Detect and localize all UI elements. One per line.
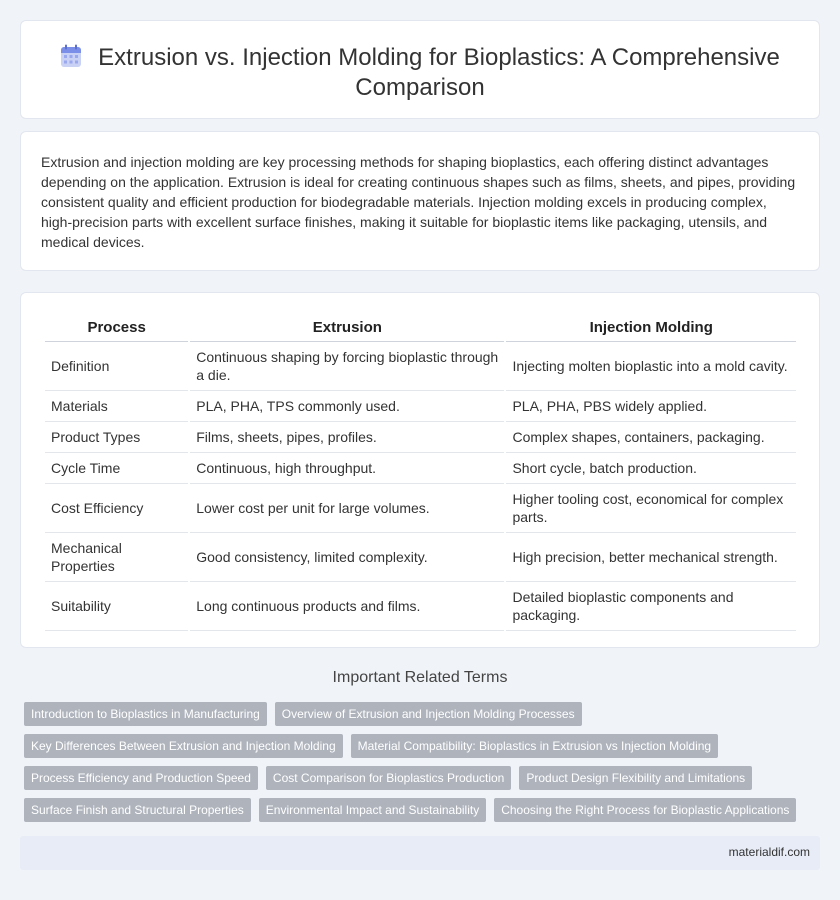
intro-paragraph: Extrusion and injection molding are key processing methods for shaping bioplastics, each offering distinct advantages depending on the application. Extrusion is ideal for creating continuous shapes such as films, sheets, and pipes, providing consistent quality and efficient production for biodegradable materials. Injection molding excels in producing complex, high-precision parts with excellent surface finishes, making it suitable for bioplastic items like packaging, utensils, and medical devices. [41,154,796,250]
table-row [45,453,796,484]
extrusion-cell: Continuous shaping by forcing bioplastic through a die. [190,342,504,391]
intro-card [20,131,820,271]
comparison-table [43,313,798,631]
related-term-tag[interactable]: Product Design Flexibility and Limitations [519,766,752,790]
related-term-tag[interactable]: Key Differences Between Extrusion and Injection Molding [24,734,343,758]
injection-cell: Injecting molten bioplastic into a mold cavity. [506,342,796,391]
related-term-tag[interactable]: Overview of Extrusion and Injection Molding Processes [275,702,582,726]
row-label: Cycle Time [45,453,188,484]
related-term-tag[interactable]: Introduction to Bioplastics in Manufacturing [24,702,267,726]
injection-cell: Short cycle, batch production. [506,453,796,484]
related-term-tag[interactable]: Surface Finish and Structural Properties [24,798,251,822]
table-header-row [45,313,796,342]
extrusion-cell: Long continuous products and films. [190,582,504,631]
tag-row [24,734,814,758]
related-terms-tags [24,702,814,830]
injection-cell: PLA, PHA, PBS widely applied. [506,391,796,422]
injection-cell: Complex shapes, containers, packaging. [506,422,796,453]
table-row [45,342,796,391]
column-header-process: Process [45,313,188,342]
related-term-tag[interactable]: Environmental Impact and Sustainability [259,798,486,822]
extrusion-cell: PLA, PHA, TPS commonly used. [190,391,504,422]
extrusion-cell: Good consistency, limited complexity. [190,533,504,582]
footer [20,836,820,870]
related-term-tag[interactable]: Material Compatibility: Bioplastics in Extrusion vs Injection Molding [351,734,718,758]
footer-site-link[interactable]: materialdif.com [728,845,810,859]
tag-row [24,766,814,790]
table-row [45,484,796,533]
injection-cell: High precision, better mechanical strength. [506,533,796,582]
row-label: Suitability [45,582,188,631]
tag-row [24,798,814,822]
related-term-tag[interactable]: Process Efficiency and Production Speed [24,766,258,790]
injection-cell: Detailed bioplastic components and packaging. [506,582,796,631]
related-term-tag[interactable]: Cost Comparison for Bioplastics Production [266,766,511,790]
related-term-tag[interactable]: Choosing the Right Process for Bioplastic Applications [494,798,796,822]
injection-cell: Higher tooling cost, economical for complex parts. [506,484,796,533]
related-terms-heading: Important Related Terms [332,669,508,686]
column-header-extrusion: Extrusion [190,313,504,342]
extrusion-cell: Lower cost per unit for large volumes. [190,484,504,533]
extrusion-cell: Films, sheets, pipes, profiles. [190,422,504,453]
table-row [45,533,796,582]
table-row [45,582,796,631]
tag-row [24,702,814,726]
table-row [45,391,796,422]
title-wrap [41,43,799,103]
row-label: Definition [45,342,188,391]
table-row [45,422,796,453]
row-label: Materials [45,391,188,422]
row-label: Product Types [45,422,188,453]
row-label: Mechanical Properties [45,533,188,582]
comparison-table-card [20,292,820,648]
page-title: Extrusion vs. Injection Molding for Bioplastics: A Comprehensive Comparison [98,44,780,101]
header-card [20,20,820,119]
column-header-injection-molding: Injection Molding [506,313,796,342]
row-label: Cost Efficiency [45,484,188,533]
calendar-grid-icon [60,44,82,68]
extrusion-cell: Continuous, high throughput. [190,453,504,484]
